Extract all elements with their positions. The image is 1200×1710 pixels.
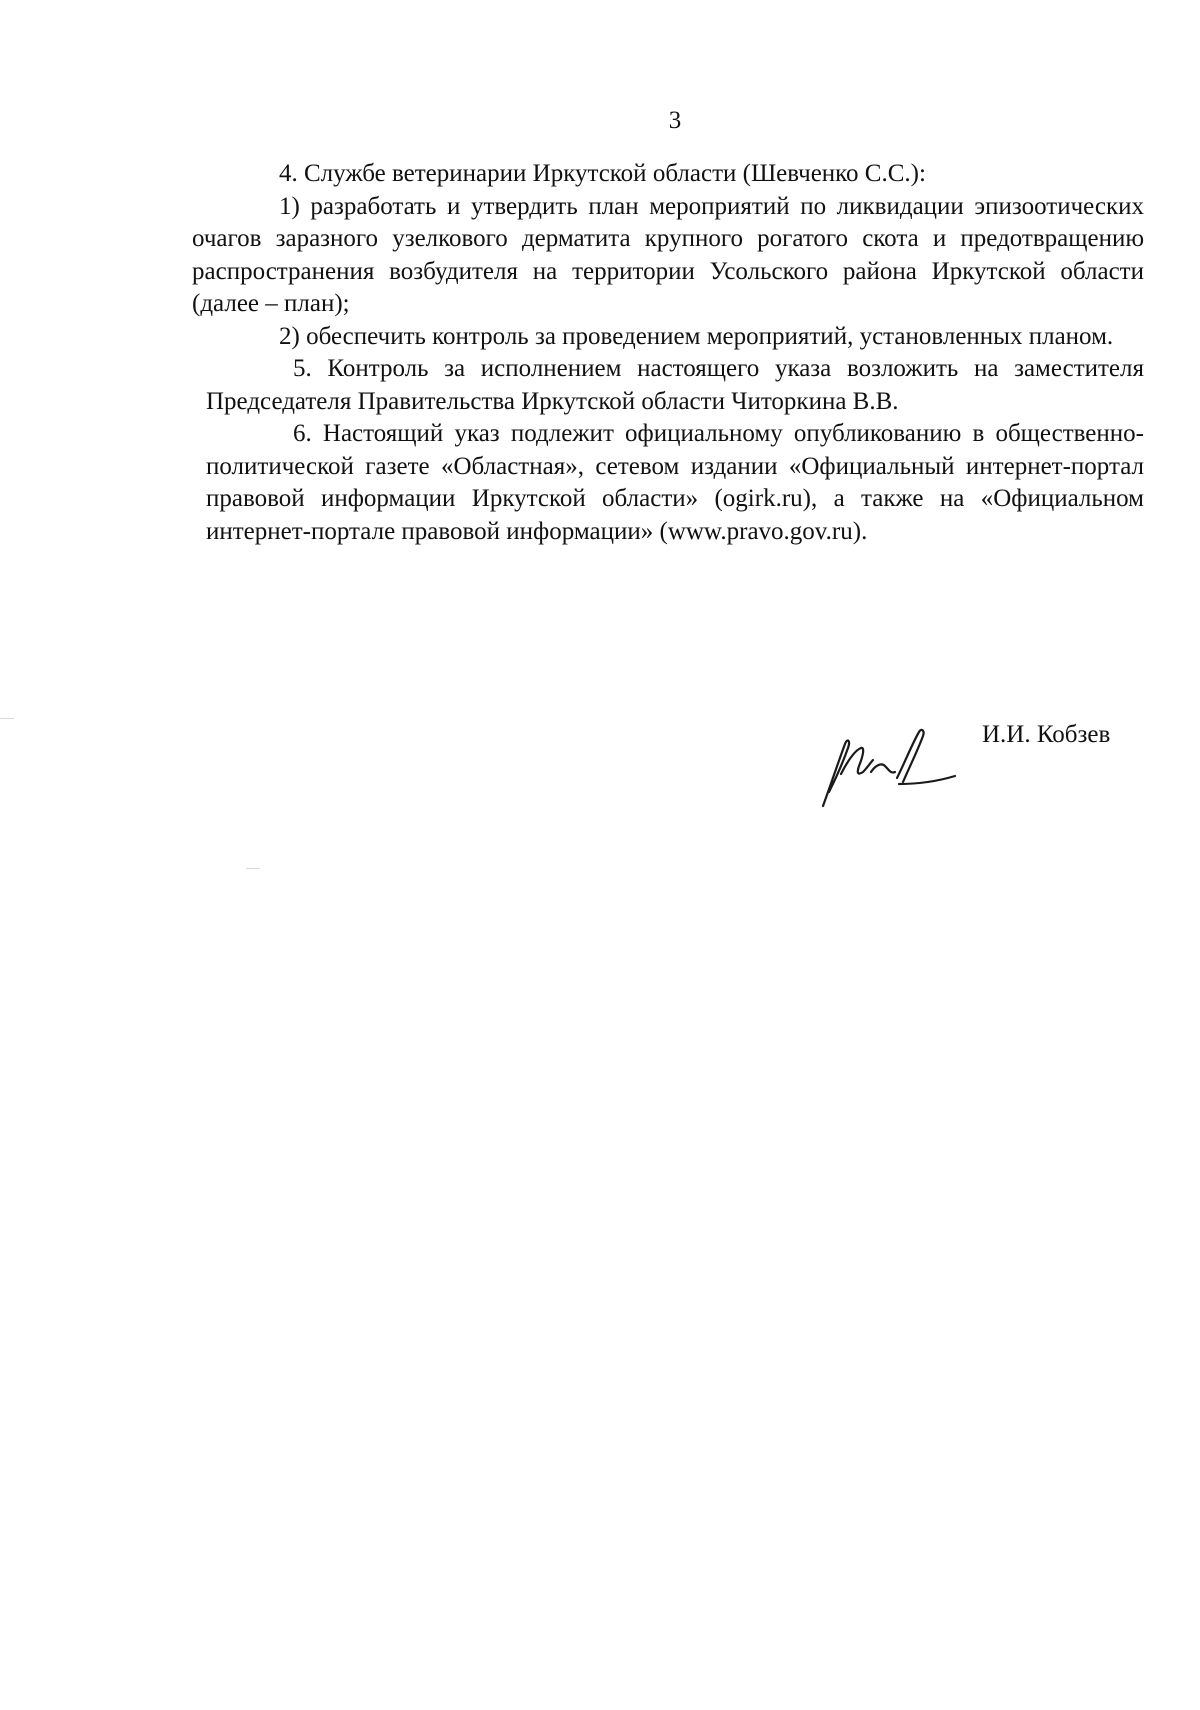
paragraph-item-5: 5. Контроль за исполнением настоящего указа возложить на заместителя Председателя Правительства Иркутской области Читоркина В.В. [206, 355, 1144, 415]
paragraph-item-4: 4. Службе ветеринарии Иркутской области (Шевченко С.С.): [279, 160, 926, 187]
paragraph-subitem-2: 2) обеспечить контроль за проведением мероприятий, установленных планом. [279, 322, 1114, 350]
scan-artifact [246, 868, 260, 869]
paragraph-subitem-1: 1) разработать и утвердить план мероприятий по ликвидации эпизоотических очагов заразного узелкового дерматита крупного рогатого скота и предотвращению распространения возбудителя на территории Усольского района Иркутской области (далее – план); [192, 192, 1144, 317]
signatory-name: И.И. Кобзев [982, 721, 1111, 748]
handwritten-signature [805, 722, 965, 812]
paragraph-item-6: 6. Настоящий указ подлежит официальному опубликованию в общественно-политической газете «Областная», сетевом издании «Официальный интернет-портал правовой информации Иркутской области» (ogirk.ru), а также на «Официальном интернет-портале правовой информации» (www.pravo.gov.ru). [206, 420, 1144, 545]
scan-artifact [0, 718, 14, 719]
document-body [192, 158, 1144, 548]
page-number: 3 [668, 107, 682, 134]
